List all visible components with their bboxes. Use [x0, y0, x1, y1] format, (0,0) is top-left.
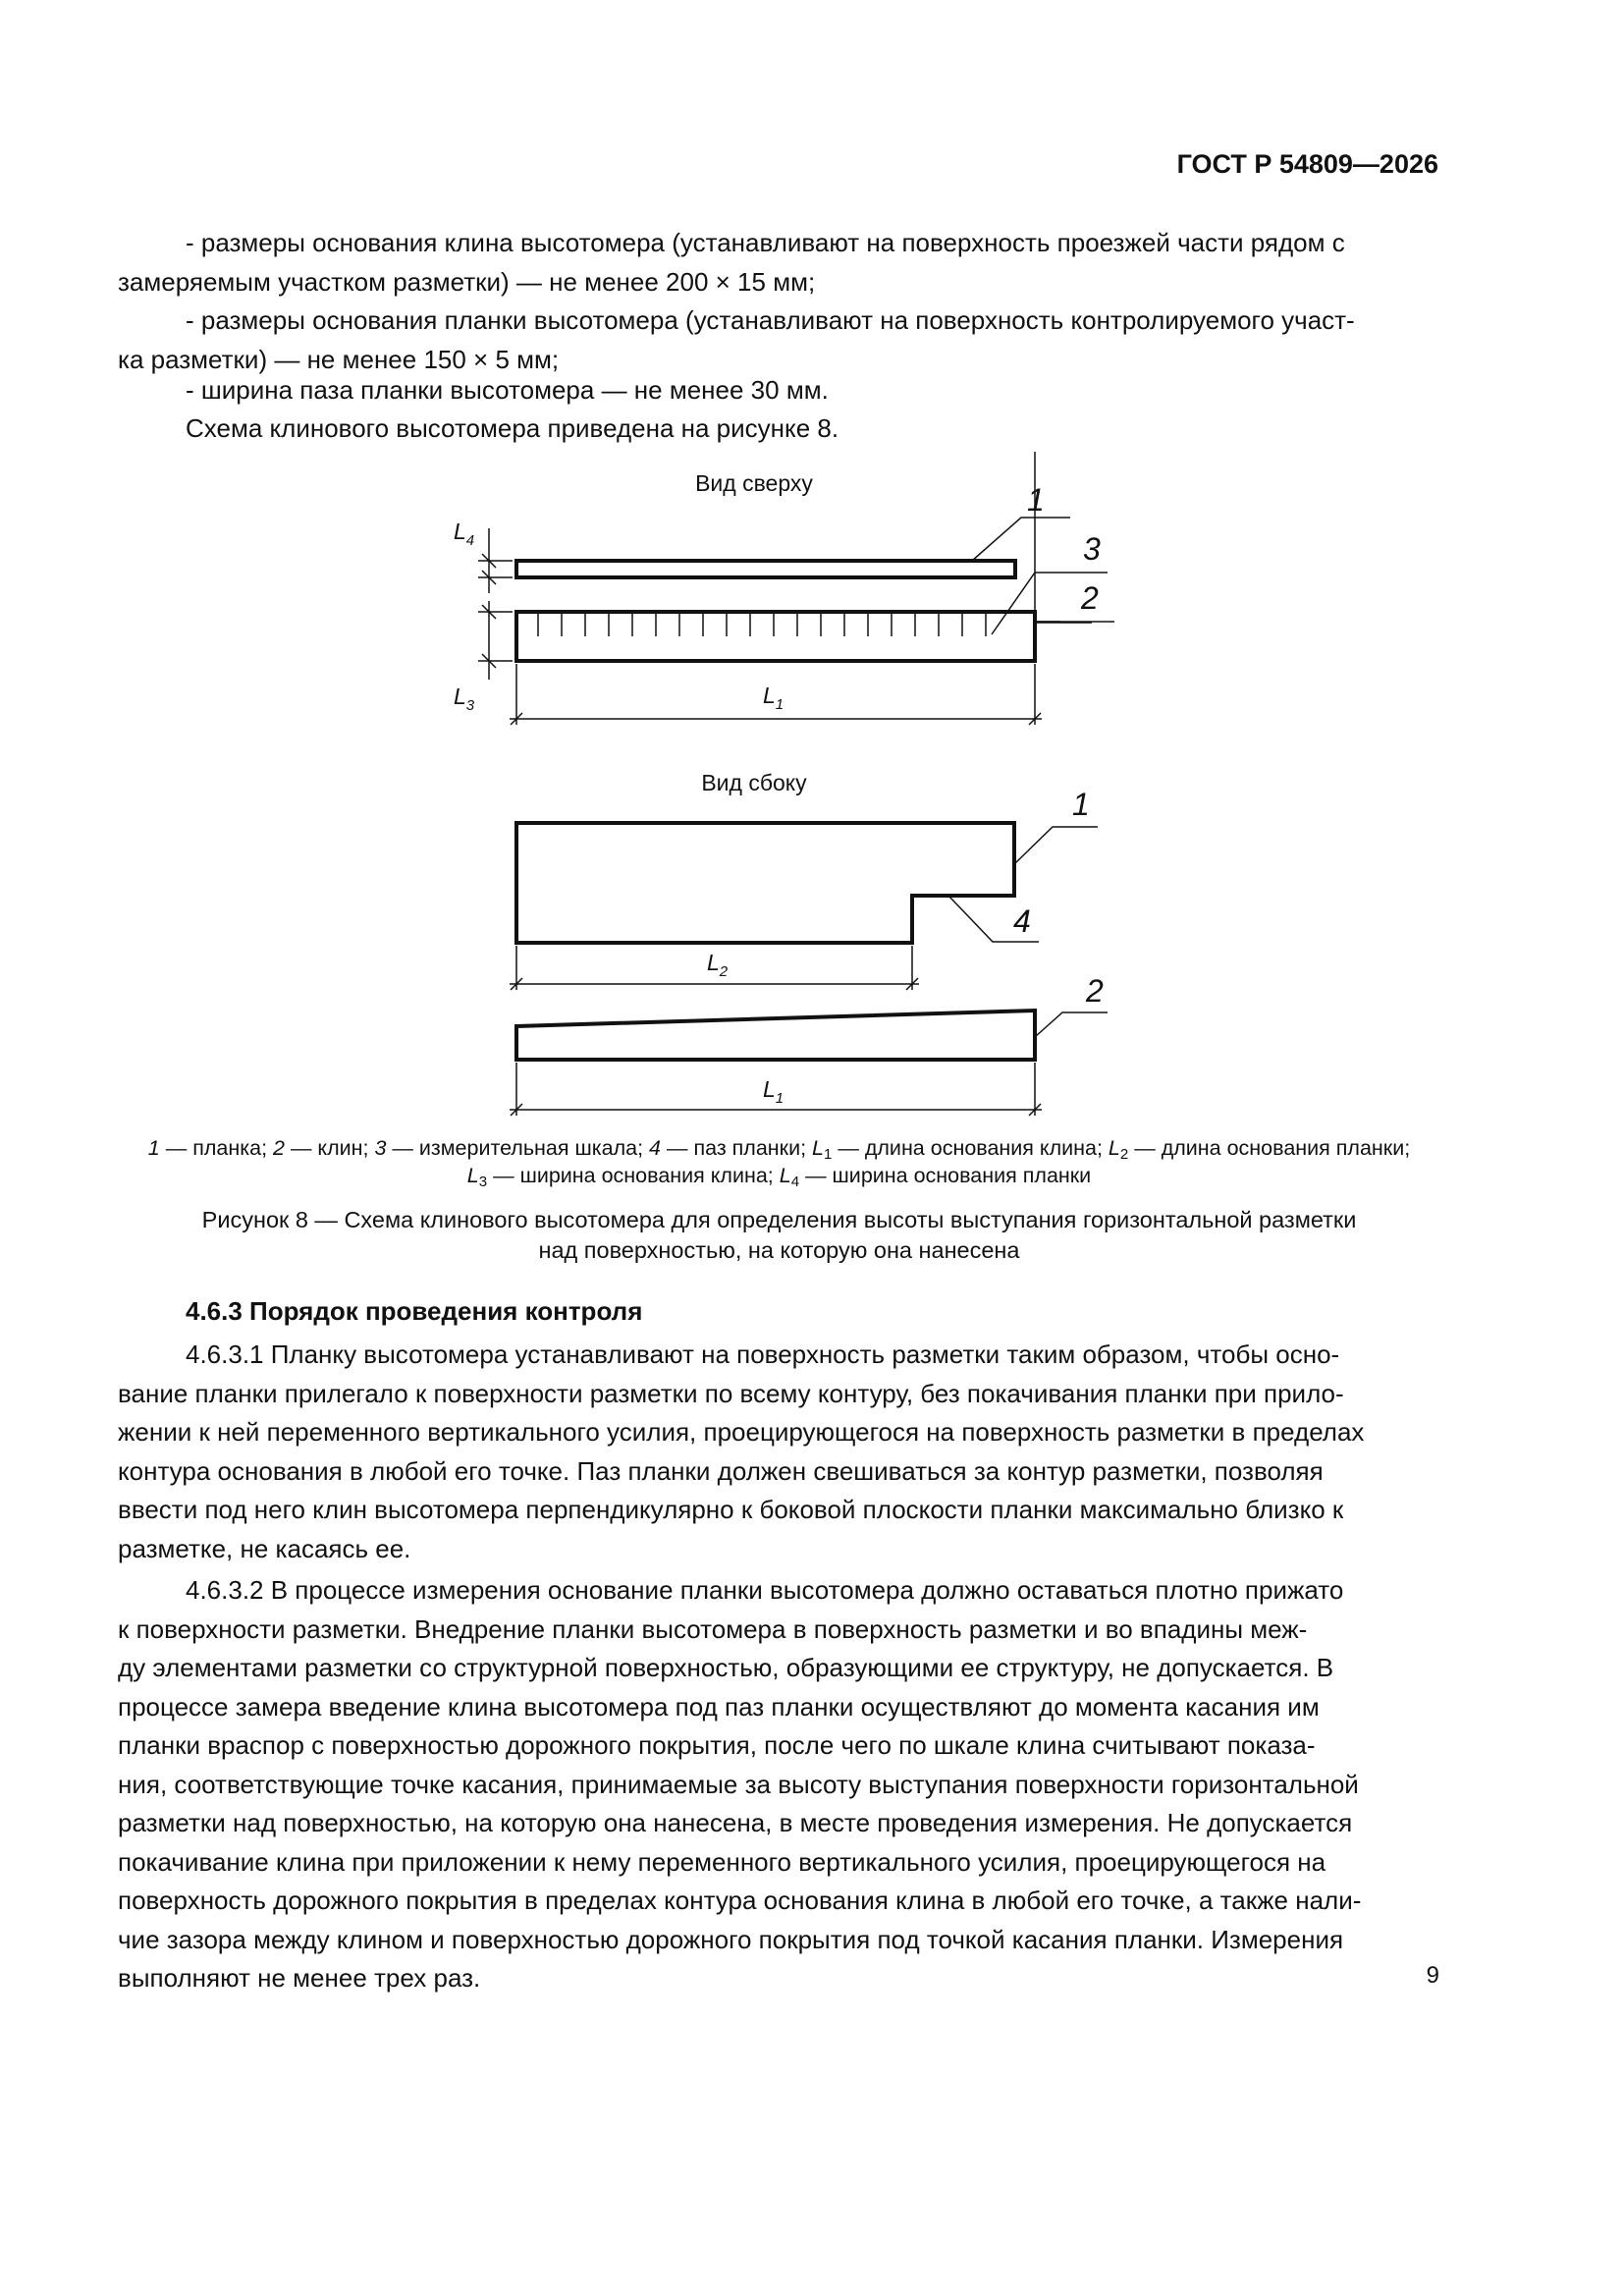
intro-item-3 — [118, 371, 1440, 410]
section-heading: 4.6.3 Порядок проведения контроля — [186, 1296, 643, 1326]
p4632-line-3: ду элементами разметки со структурной поверхностью, образующими ее структуру, не допускается. В — [118, 1653, 1334, 1682]
callout-4-side: 4 — [1013, 903, 1031, 939]
dim-L1-top-label: $L_1$ — [763, 683, 784, 713]
document-code: ГОСТ Р 54809—2026 — [1176, 149, 1438, 179]
dim-L3-label: $L_3$ — [454, 683, 475, 714]
p4631-line-5: ввести под него клин высотомера перпендикулярно к боковой плоскости планки максимально близко к — [118, 1495, 1344, 1524]
legend-line-2: $L_3$ — ширина основания клина; $L_4$ — ширина основания планки — [466, 1164, 1092, 1190]
paragraph-4-6-3-1 — [118, 1336, 1440, 1568]
p4632-line-5: планки враспор с поверхностью дорожного покрытия, после чего по шкале клина считывают показа- — [118, 1730, 1316, 1760]
plate-top-view — [516, 561, 1015, 577]
p4632-line-9: поверхность дорожного покрытия в пределах контура основания клина в любой его точке, а также нали- — [118, 1886, 1362, 1915]
dimension-L1-top — [510, 664, 1042, 725]
p4632-line-6: ния, соответствующие точке касания, принимаемые за высоту выступания поверхности горизонтальной — [118, 1769, 1359, 1799]
intro-item-2 — [118, 301, 1440, 379]
intro-sentence-text: Схема клинового высотомера приведена на рисунке 8. — [186, 413, 839, 443]
figure-caption — [118, 1205, 1440, 1266]
p4631-line-2: вание планки прилегало к поверхности разметки по всему контуру, без покачивания планки при прило- — [118, 1378, 1344, 1408]
caption-line-2: над поверхностью, на которую она нанесена — [538, 1237, 1020, 1263]
measuring-scale — [538, 614, 986, 636]
intro-item-3-line-1: - ширина паза планки высотомера — не менее 30 мм. — [186, 375, 829, 405]
p4632-line-1: 4.6.3.2 В процессе измерения основание планки высотомера должно оставаться плотно прижато — [186, 1575, 1344, 1605]
intro-item-1-line-1: - размеры основания клина высотомера (устанавливают на поверхность проезжей части рядом с — [186, 228, 1345, 257]
legend-line-1: 1 — планка; 2 — клин; 3 — измерительная шкала; 4 — паз планки; $L_1$ — длина основания клина; $L_2$ — длина основания планки; — [147, 1136, 1411, 1163]
wedge-side-view — [516, 1011, 1035, 1060]
p4631-line-4: контура основания в любой его точке. Паз планки должен свешиваться за контур разметки, позволяя — [118, 1455, 1324, 1486]
p4631-line-1: 4.6.3.1 Планку высотомера устанавливают на поверхность разметки таким образом, чтобы осно- — [186, 1339, 1340, 1369]
p4632-line-11: выполняют не менее трех раз. — [118, 1963, 481, 1993]
p4631-line-3: жении к ней переменного вертикального усилия, проецирующегося на поверхность разметки в пределах — [118, 1417, 1365, 1447]
callout-1-side: 1 — [1072, 787, 1090, 822]
callout-3-top: 3 — [1083, 531, 1101, 567]
p4632-line-2: к поверхности разметки. Внедрение планки высотомера в поверхность разметки и во впадины меж- — [118, 1613, 1308, 1644]
plate-side-view — [516, 823, 1014, 943]
p4632-line-10: чие зазора между клином и поверхностью дорожного покрытия под точкой касания планки. Измерения — [118, 1924, 1344, 1954]
caption-line-1: Рисунок 8 — Схема клинового высотомера для определения высоты выступания горизонтальной разметки — [201, 1207, 1357, 1232]
dimension-L3 — [478, 601, 513, 680]
p4632-line-7: разметки над поверхностью, на которую она нанесена, в месте проведения измерения. Не допускается — [118, 1808, 1353, 1837]
intro-sentence — [118, 410, 1440, 449]
dim-L4-label: $L_4$ — [454, 519, 475, 549]
intro-item-2-line-1: - размеры основания планки высотомера (устанавливают на поверхность контролируемого участ- — [186, 305, 1355, 335]
callout-1-top: 1 — [1027, 482, 1045, 518]
intro-item-1 — [118, 224, 1440, 301]
dimension-L1-side — [510, 1063, 1042, 1116]
page-number: 9 — [1426, 1962, 1439, 1989]
wedge-gauge-diagram — [0, 452, 1623, 1139]
wedge-top-view — [516, 612, 1035, 661]
p4632-line-4: процессе замера введение клина высотомера под паз планки осуществляют до момента касания им — [118, 1691, 1320, 1722]
dim-L2-label: $L_2$ — [707, 950, 729, 980]
figure-8 — [0, 452, 1623, 1139]
p4632-line-8: покачивание клина при приложении к нему переменного вертикального усилия, проецирующегося на — [118, 1846, 1326, 1877]
figure-legend — [118, 1134, 1440, 1189]
dim-L1-side-label: $L_1$ — [763, 1076, 784, 1107]
top-view-label: Вид сверху — [695, 470, 813, 496]
paragraph-4-6-3-2 — [118, 1571, 1440, 1998]
p4631-line-6: разметке, не касаясь ее. — [118, 1533, 411, 1563]
side-view-label: Вид сбоку — [701, 770, 807, 795]
dimension-L4 — [478, 528, 513, 593]
intro-item-2-line-2: ка разметки) — не менее 150 × 5 мм; — [118, 344, 560, 374]
callout-2-side: 2 — [1086, 973, 1104, 1009]
callout-2-top: 2 — [1081, 580, 1099, 616]
intro-item-1-line-2: замеряемым участком разметки) — не менее 200 × 15 мм; — [118, 266, 816, 297]
